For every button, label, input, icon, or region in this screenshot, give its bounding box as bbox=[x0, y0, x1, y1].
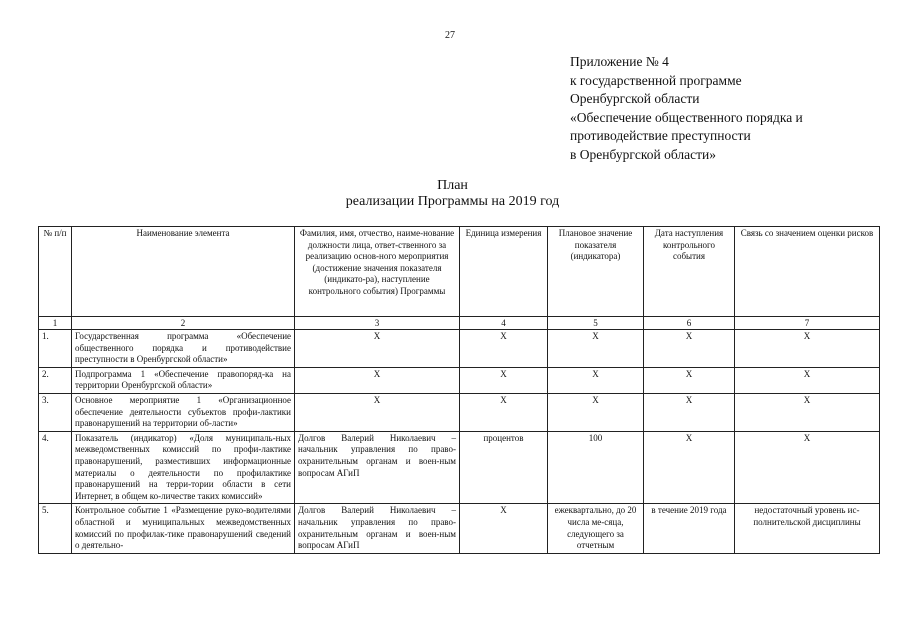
row-value: 100 bbox=[548, 431, 644, 504]
page-number: 27 bbox=[445, 30, 455, 41]
column-number: 6 bbox=[644, 317, 735, 330]
row-unit: Х bbox=[460, 504, 548, 553]
row-name: Государственная программа «Обеспечение общественного порядка и противодействие преступности в Оренбургской области» bbox=[72, 330, 295, 368]
row-number: 3. bbox=[39, 393, 72, 431]
table-row bbox=[39, 393, 880, 431]
row-unit: Х bbox=[460, 367, 548, 393]
table-row bbox=[39, 367, 880, 393]
appendix-line: Оренбургской области bbox=[570, 91, 700, 106]
row-risk: Х bbox=[735, 431, 880, 504]
column-number: 2 bbox=[72, 317, 295, 330]
row-number: 5. bbox=[39, 504, 72, 553]
header-cell-responsible: Фамилия, имя, отчество, наиме-нование должности лица, ответ-ственного за реализацию основ-ного мероприятия (достижение значения показателя (индикато-ра), наступление контрольного события) Программы bbox=[295, 227, 460, 317]
row-responsible: Х bbox=[295, 393, 460, 431]
column-number: 7 bbox=[735, 317, 880, 330]
appendix-line: «Обеспечение общественного порядка и bbox=[570, 109, 803, 125]
row-risk: Х bbox=[735, 367, 880, 393]
table-row bbox=[39, 504, 880, 553]
row-number: 1. bbox=[39, 330, 72, 368]
column-number: 4 bbox=[460, 317, 548, 330]
table-row bbox=[39, 431, 880, 504]
row-unit: процентов bbox=[460, 431, 548, 504]
column-number: 5 bbox=[548, 317, 644, 330]
appendix-line: Приложение № 4 bbox=[570, 54, 669, 69]
row-risk: Х bbox=[735, 393, 880, 431]
header-cell-value: Плановое значение показателя (индикатора) bbox=[548, 227, 644, 317]
row-responsible: Долгов Валерий Николаевич – начальник управления по право-охранительным органам и воен-ным вопросам АГиП bbox=[295, 431, 460, 504]
header-cell-date: Дата наступления контрольного события bbox=[644, 227, 735, 317]
header-cell-name: Наименование элемента bbox=[72, 227, 295, 317]
row-unit: Х bbox=[460, 393, 548, 431]
header-row bbox=[39, 227, 880, 317]
header-cell-num: № п/п bbox=[39, 227, 72, 317]
row-name: Показатель (индикатор) «Доля муниципаль-ных межведомственных комиссий по профи-лактике правонарушений, разместивших информационные материалы о деятельности по профилактике правонарушений на терри-тории области в сети Интернет, в общем ко-личестве таких комиссий» bbox=[72, 431, 295, 504]
row-value: ежеквартально, до 20 числа ме-сяца, следующего за отчетным bbox=[548, 504, 644, 553]
appendix-block bbox=[570, 53, 803, 164]
row-number: 4. bbox=[39, 431, 72, 504]
row-name: Подпрограмма 1 «Обеспечение правопоряд-ка на территории Оренбургской области» bbox=[72, 367, 295, 393]
document-title: План bbox=[437, 178, 468, 193]
row-value: Х bbox=[548, 330, 644, 368]
appendix-line: в Оренбургской области» bbox=[570, 146, 716, 162]
row-date: Х bbox=[644, 393, 735, 431]
plan-table bbox=[38, 226, 880, 554]
row-value: Х bbox=[548, 393, 644, 431]
row-unit: Х bbox=[460, 330, 548, 368]
row-name: Контрольное событие 1 «Размещение руко-водителями областной и муниципальных межведомственных комиссий по профилак-тике правонарушений сведений о деятельно- bbox=[72, 504, 295, 553]
row-risk: Х bbox=[735, 330, 880, 368]
row-responsible: Х bbox=[295, 367, 460, 393]
row-date: в течение 2019 года bbox=[644, 504, 735, 553]
appendix-line: противодействие преступности bbox=[570, 128, 751, 143]
table-row bbox=[39, 330, 880, 368]
row-risk: недостаточный уровень ис-полнительской дисциплины bbox=[735, 504, 880, 553]
column-number-row bbox=[39, 317, 880, 330]
appendix-line: к государственной программе bbox=[570, 72, 742, 88]
header-cell-unit: Единица измерения bbox=[460, 227, 548, 317]
column-number: 1 bbox=[39, 317, 72, 330]
row-date: Х bbox=[644, 367, 735, 393]
header-cell-risk: Связь со значением оценки рисков bbox=[735, 227, 880, 317]
row-value: Х bbox=[548, 367, 644, 393]
column-number: 3 bbox=[295, 317, 460, 330]
row-name: Основное мероприятие 1 «Организационное обеспечение деятельности субъектов профи-лактики правонарушений на территории об-ласти» bbox=[72, 393, 295, 431]
document-subtitle: реализации Программы на 2019 год bbox=[345, 194, 560, 209]
row-date: Х bbox=[644, 330, 735, 368]
row-responsible: Долгов Валерий Николаевич – начальник управления по право-охранительным органам и воен-ным вопросам АГиП bbox=[295, 504, 460, 553]
row-responsible: Х bbox=[295, 330, 460, 368]
row-date: Х bbox=[644, 431, 735, 504]
row-number: 2. bbox=[39, 367, 72, 393]
